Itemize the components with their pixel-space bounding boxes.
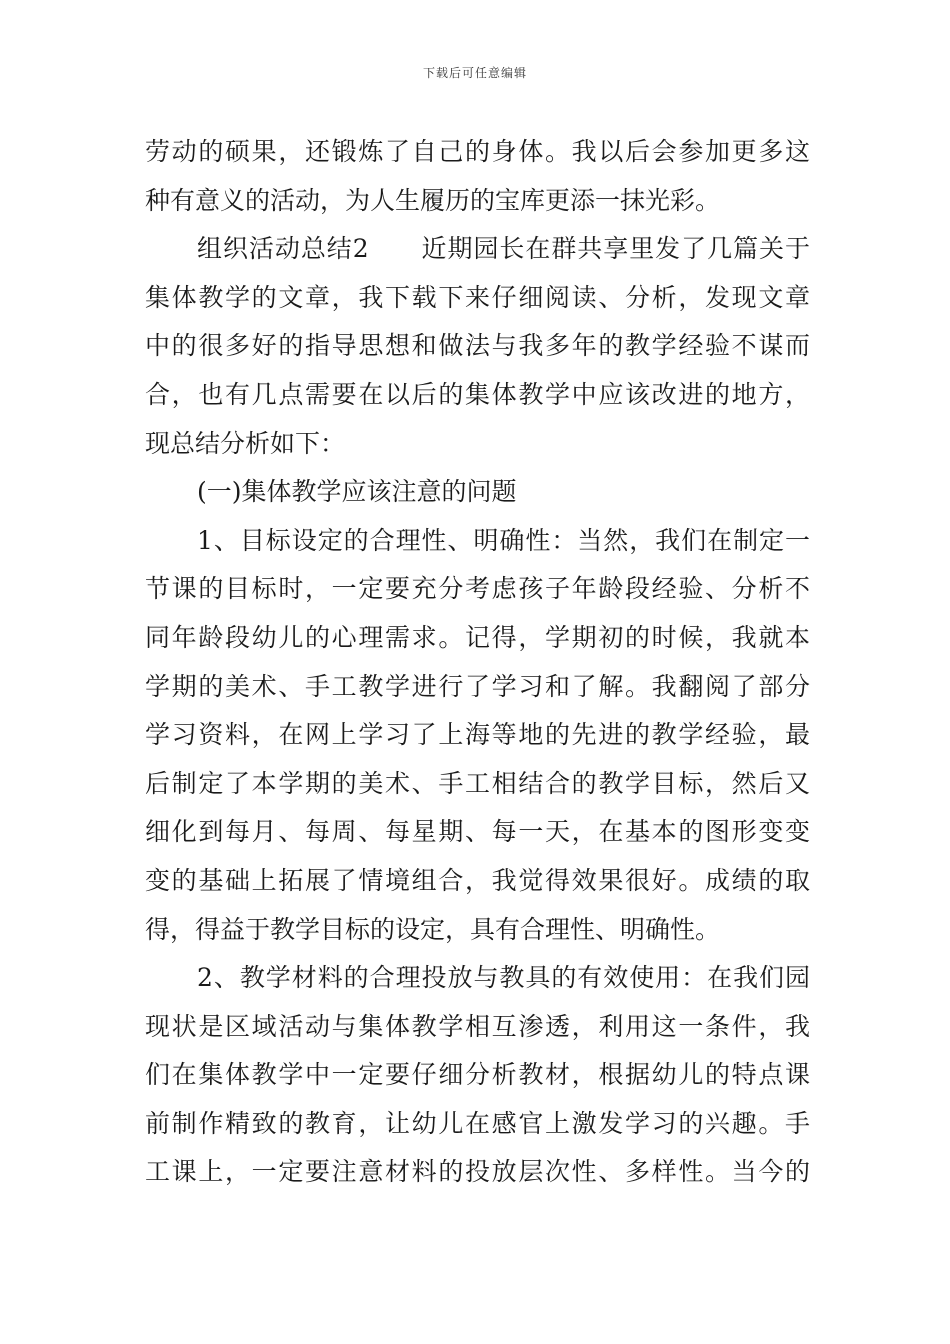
text-line: 种有意义的活动，为人生履历的宝库更添一抹光彩。 — [145, 185, 721, 215]
section-heading-line: 组织活动总结2 近期园长在群共享里发了几篇关于 — [197, 234, 810, 264]
text-line: 同年龄段幼儿的心理需求。记得，学期初的时候，我就本 — [145, 622, 810, 652]
text-line: 前制作精致的教育，让幼儿在感官上激发学习的兴趣。手 — [145, 1108, 810, 1138]
text-line: 工课上，一定要注意材料的投放层次性、多样性。当今的 — [145, 1157, 810, 1187]
text-line: 细化到每月、每周、每星期、每一天，在基本的图形变变 — [145, 817, 810, 847]
text-line: 后制定了本学期的美术、手工相结合的教学目标，然后又 — [145, 768, 810, 798]
text-line: 节课的目标时，一定要充分考虑孩子年龄段经验、分析不 — [145, 574, 810, 604]
header-note: 下载后可任意编辑 — [422, 66, 527, 80]
text-line: 现状是区域活动与集体教学相互渗透，利用这一条件，我 — [145, 1011, 810, 1041]
text-line: 们在集体教学中一定要仔细分析教材，根据幼儿的特点课 — [145, 1060, 810, 1090]
document-body — [145, 128, 810, 1197]
text-line: 学习资料，在网上学习了上海等地的先进的教学经验，最 — [145, 720, 810, 750]
text-line: 合，也有几点需要在以后的集体教学中应该改进的地方， — [145, 379, 810, 409]
text-line: 中的很多好的指导思想和做法与我多年的教学经验不谋而 — [145, 331, 810, 361]
text-line: 得，得益于教学目标的设定，具有合理性、明确性。 — [145, 914, 721, 944]
text-line: 劳动的硕果，还锻炼了自己的身体。我以后会参加更多这 — [145, 137, 810, 166]
text-line: 变的基础上拓展了情境组合，我觉得效果很好。成绩的取 — [145, 865, 810, 895]
text-line: 1、目标设定的合理性、明确性：当然，我们在制定一 — [197, 525, 810, 555]
text-line: 现总结分析如下： — [145, 428, 346, 458]
text-line: 学期的美术、手工教学进行了学习和了解。我翻阅了部分 — [145, 671, 810, 701]
text-line: 2、教学材料的合理投放与教具的有效使用：在我们园 — [197, 963, 810, 993]
subheading-line: (一)集体教学应该注意的问题 — [197, 477, 517, 507]
text-line: 集体教学的文章，我下载下来仔细阅读、分析，发现文章 — [145, 282, 810, 312]
